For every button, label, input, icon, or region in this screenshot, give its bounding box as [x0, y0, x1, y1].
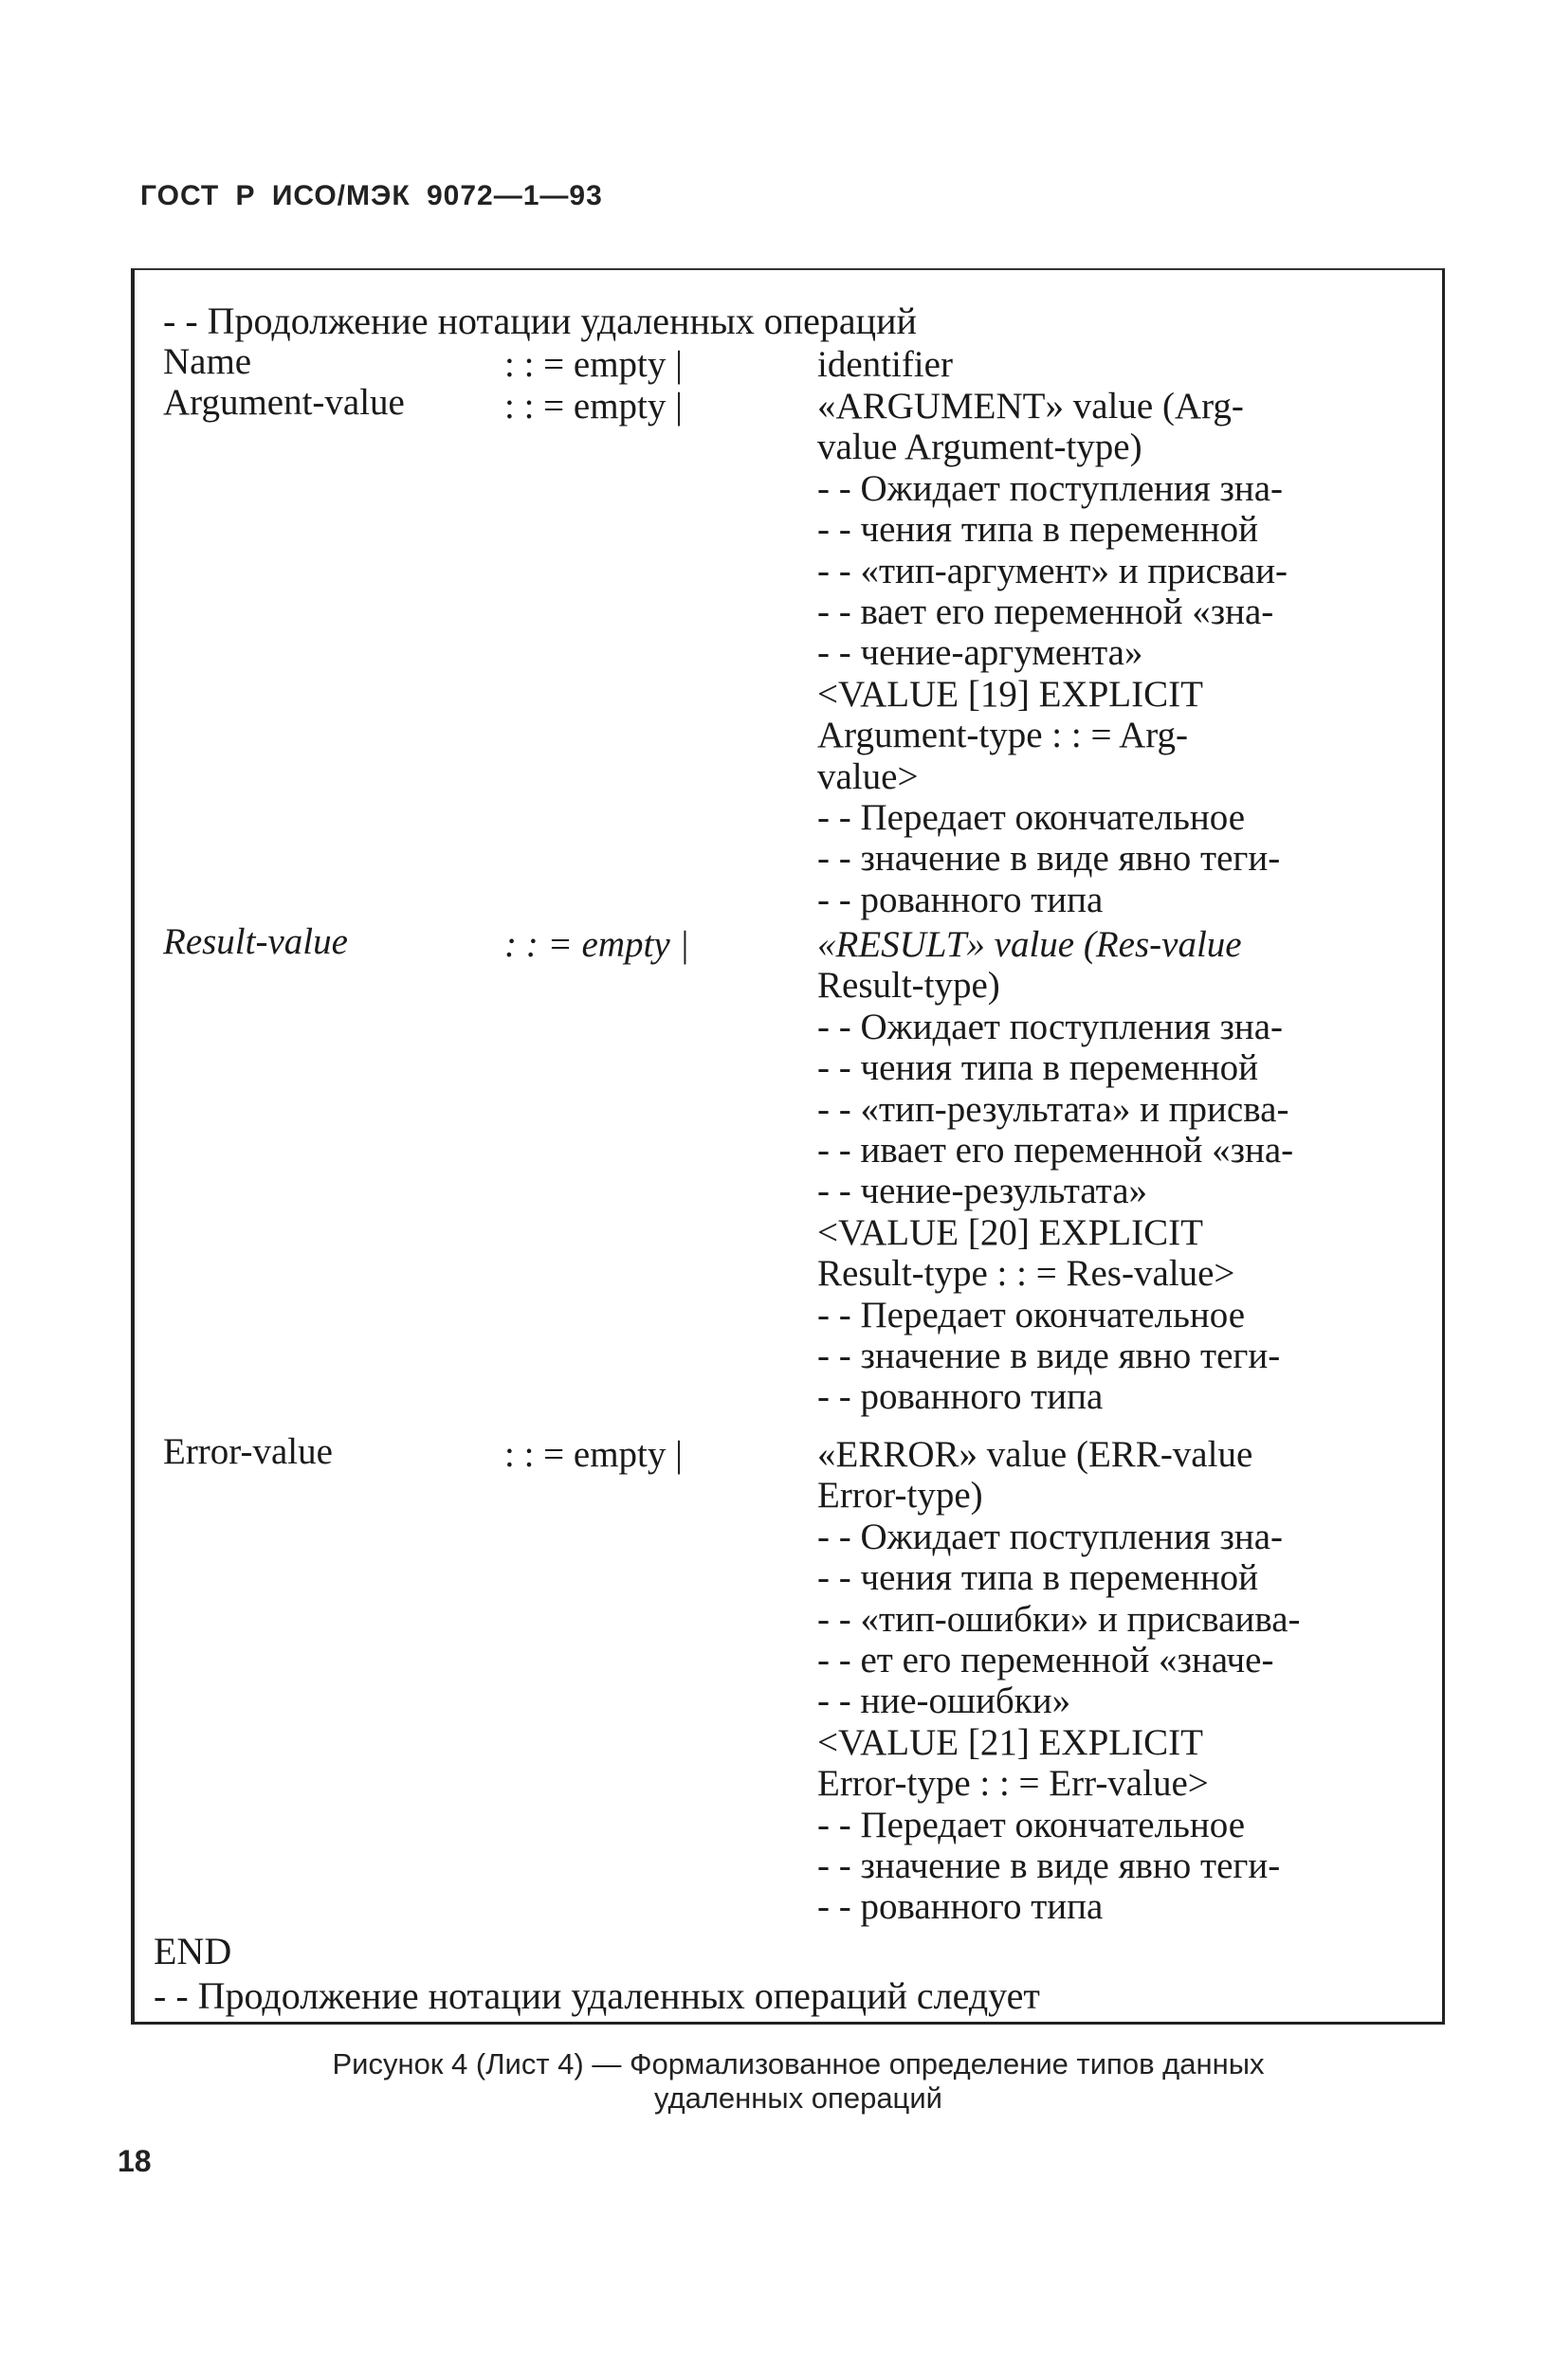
error-definition-line: <VALUE [21] EXPLICIT: [817, 1721, 1203, 1763]
error-definition-line: - - «тип-ошибки» и присваива-: [817, 1598, 1301, 1640]
caption-line-2: удаленных операций: [654, 2081, 942, 2115]
argument-definition-line: «ARGUMENT» value (Arg-: [817, 386, 1244, 427]
argument-definition-line: - - «тип-аргумент» и присваи-: [817, 550, 1288, 591]
page-number: 18: [118, 2144, 152, 2178]
result-definition-line: - - ивает его переменной «зна-: [817, 1130, 1294, 1171]
end-keyword: END: [154, 1930, 232, 1972]
result-definition-line: - - чения типа в переменной: [817, 1047, 1258, 1089]
argument-definition-line: - - вает его переменной «зна-: [817, 591, 1274, 632]
error-definition-line: - - рованного типа: [817, 1886, 1104, 1928]
error-row-label: Error-value: [163, 1431, 333, 1472]
error-definition-line: - - чения типа в переменной: [817, 1557, 1258, 1599]
figure-caption: [239, 2047, 1358, 2116]
result-definition-line: - - «тип-результата» и присва-: [817, 1088, 1289, 1130]
intro-comment-text: - - Продолжение нотации удаленных операций: [163, 300, 917, 342]
error-definition-line: Error-type): [817, 1475, 983, 1517]
argument-definition-line: value>: [817, 755, 919, 797]
error-definition-line: - - Ожидает поступления зна-: [817, 1516, 1284, 1557]
error-row-assign: : : = empty |: [504, 1434, 683, 1475]
argument-definition-line: - - значение в виде явно теги-: [817, 838, 1281, 880]
result-row-label: Result-value: [163, 921, 348, 962]
result-definition-line: - - значение в виде явно теги-: [817, 1335, 1281, 1376]
intro-comment: [163, 299, 917, 343]
result-definition-line: Result-type): [817, 965, 1000, 1007]
argument-definition-line: - - рованного типа: [817, 879, 1104, 920]
result-definition-line: Result-type : : = Res-value>: [817, 1253, 1235, 1295]
argument-definition-line: - - чения типа в переменной: [817, 509, 1258, 551]
error-definition-line: - - ние-ошибки»: [817, 1681, 1071, 1722]
result-definition-line: <VALUE [20] EXPLICIT: [817, 1211, 1203, 1253]
outro-comment: - - Продолжение нотации удаленных операций следует: [154, 1974, 1040, 2017]
error-definition-line: - - ет его переменной «значе-: [817, 1640, 1274, 1681]
result-definition-line: - - рованного типа: [817, 1376, 1104, 1418]
result-definition-line: - - чение-результата»: [817, 1171, 1148, 1212]
argument-row-label: Argument-value: [163, 382, 405, 423]
running-header: ГОСТ Р ИСО/МЭК 9072—1—93: [140, 180, 603, 211]
name-row-value: identifier: [817, 344, 953, 385]
error-definition-line: - - значение в виде явно теги-: [817, 1845, 1281, 1886]
result-definition-line: - - Передает окончательное: [817, 1294, 1246, 1335]
error-definition-line: Error-type : : = Err-value>: [817, 1763, 1209, 1805]
error-definition-line: - - Передает окончательное: [817, 1804, 1246, 1845]
name-row-assign: : : = empty |: [504, 344, 683, 385]
result-definition-line: - - Ожидает поступления зна-: [817, 1006, 1284, 1047]
caption-line-1: Рисунок 4 (Лист 4) — Формализованное определение типов данных: [332, 2047, 1265, 2080]
argument-definition-line: value Argument-type): [817, 427, 1142, 468]
argument-definition-line: Argument-type : : = Arg-: [817, 715, 1189, 756]
argument-row-assign: : : = empty |: [504, 386, 683, 427]
name-row-label: Name: [163, 341, 252, 382]
result-row-assign: : : = empty |: [504, 924, 690, 965]
argument-definition-line: - - чение-аргумента»: [817, 632, 1143, 674]
argument-definition-line: <VALUE [19] EXPLICIT: [817, 673, 1203, 715]
argument-definition-line: - - Ожидает поступления зна-: [817, 467, 1284, 509]
figure-frame: [131, 268, 1445, 2025]
error-definition-line: «ERROR» value (ERR-value: [817, 1434, 1253, 1475]
argument-definition-line: - - Передает окончательное: [817, 797, 1246, 838]
result-definition-line: «RESULT» value (Res-value: [817, 924, 1242, 965]
